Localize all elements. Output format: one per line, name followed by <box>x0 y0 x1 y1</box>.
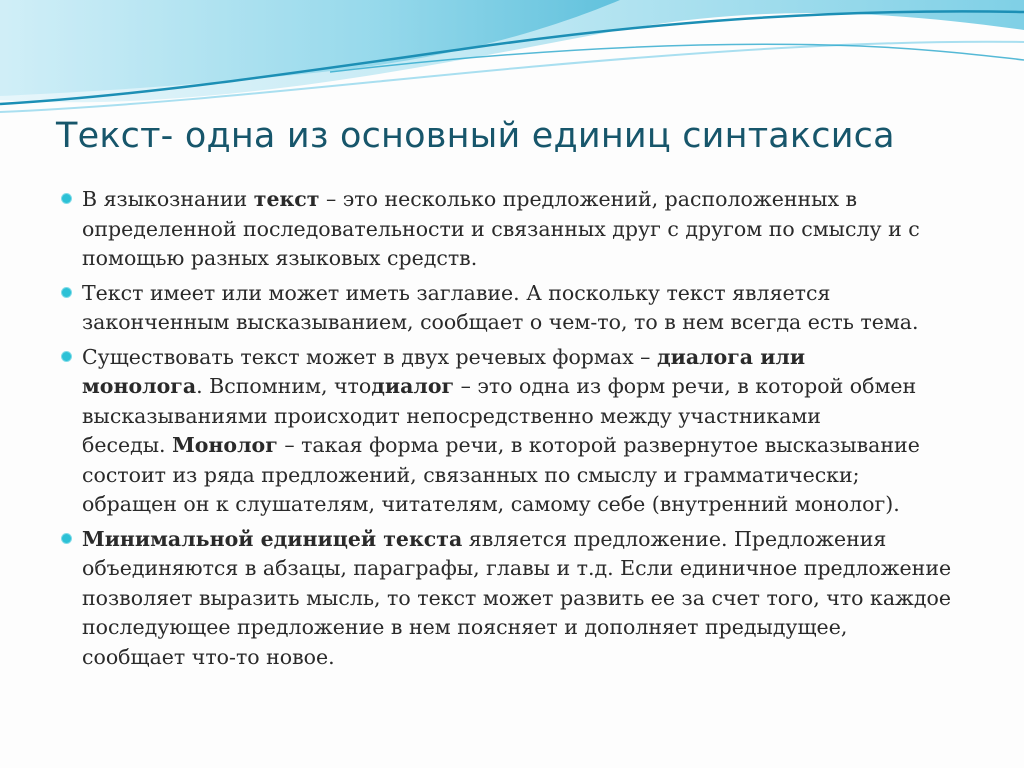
bullet-line <box>82 244 982 274</box>
bullet-line <box>82 554 982 584</box>
text-run: Текст имеет или может иметь заглавие. А поскольку текст является <box>82 280 831 305</box>
bullet-line <box>82 279 982 309</box>
bold-term: Монолог <box>172 433 278 457</box>
bullet-line <box>82 372 982 402</box>
bullet-line <box>82 185 982 215</box>
bold-term: текст <box>253 187 320 211</box>
slide-title: Текст- одна из основный единиц синтаксиса <box>56 116 895 156</box>
bullet-dot-icon <box>62 534 71 543</box>
text-run: состоит из ряда предложений, связанных по смыслу и грамматически; <box>82 462 860 487</box>
bullet-dot-icon <box>62 288 71 297</box>
bullet-line <box>82 431 982 461</box>
bullet-item <box>62 343 982 520</box>
bold-term: диалога или <box>656 344 806 369</box>
text-run: Существовать текст может в двух речевых формах – <box>82 344 657 369</box>
bullet-line <box>82 308 982 338</box>
bullet-item <box>62 525 982 673</box>
bullet-line <box>82 402 982 432</box>
text-run: . Вспомним, что <box>196 374 372 398</box>
text-run: В языкознании <box>82 187 254 211</box>
bullet-list <box>62 185 982 677</box>
wave-header-decoration <box>0 0 1024 120</box>
bullet-dot-icon <box>62 352 71 361</box>
bullet-line <box>82 343 982 373</box>
text-run: – такая форма речи, в которой развернутое высказывание <box>277 433 920 457</box>
bullet-line <box>82 613 982 643</box>
text-run: обращен он к слушателям, читателям, самому себе (внутренний монолог). <box>82 492 900 516</box>
bullet-item <box>62 185 982 274</box>
bullet-text <box>82 279 982 338</box>
bold-term: диалог <box>371 374 455 398</box>
text-run: последующее предложение в нем поясняет и дополняет предыдущее, <box>82 615 848 639</box>
bullet-text <box>82 185 982 274</box>
bold-term: Минимальной единицей текста <box>82 526 463 551</box>
text-run: сообщает что-то новое. <box>82 644 335 669</box>
text-run: – это несколько предложений, расположенных в <box>319 187 858 211</box>
bullet-line <box>82 643 982 673</box>
bullet-line <box>82 525 982 555</box>
bullet-item <box>62 279 982 338</box>
text-run: помощью разных языковых средств. <box>82 246 478 270</box>
bullet-line <box>82 584 982 614</box>
text-run: – это одна из форм речи, в которой обмен <box>454 374 917 398</box>
text-run: определенной последовательности и связанных друг с другом по смыслу и с <box>82 216 920 241</box>
bullet-dot-icon <box>62 194 71 203</box>
text-run: высказываниями происходит непосредственно между участниками <box>82 403 821 428</box>
bullet-text <box>82 525 982 673</box>
text-run: объединяются в абзацы, параграфы, главы и т.д. Если единичное предложение <box>82 556 952 580</box>
bullet-line <box>82 215 982 245</box>
bullet-line <box>82 461 982 491</box>
text-run: беседы. <box>82 433 173 457</box>
text-run: позволяет выразить мысль, то текст может развить ее за счет того, что каждое <box>82 585 952 610</box>
bullet-line <box>82 490 982 520</box>
bullet-text <box>82 343 982 520</box>
text-run: законченным высказыванием, сообщает о чем-то, то в нем всегда есть тема. <box>82 310 919 334</box>
text-run: является предложение. Предложения <box>462 526 887 551</box>
bold-term: монолога <box>82 374 197 398</box>
